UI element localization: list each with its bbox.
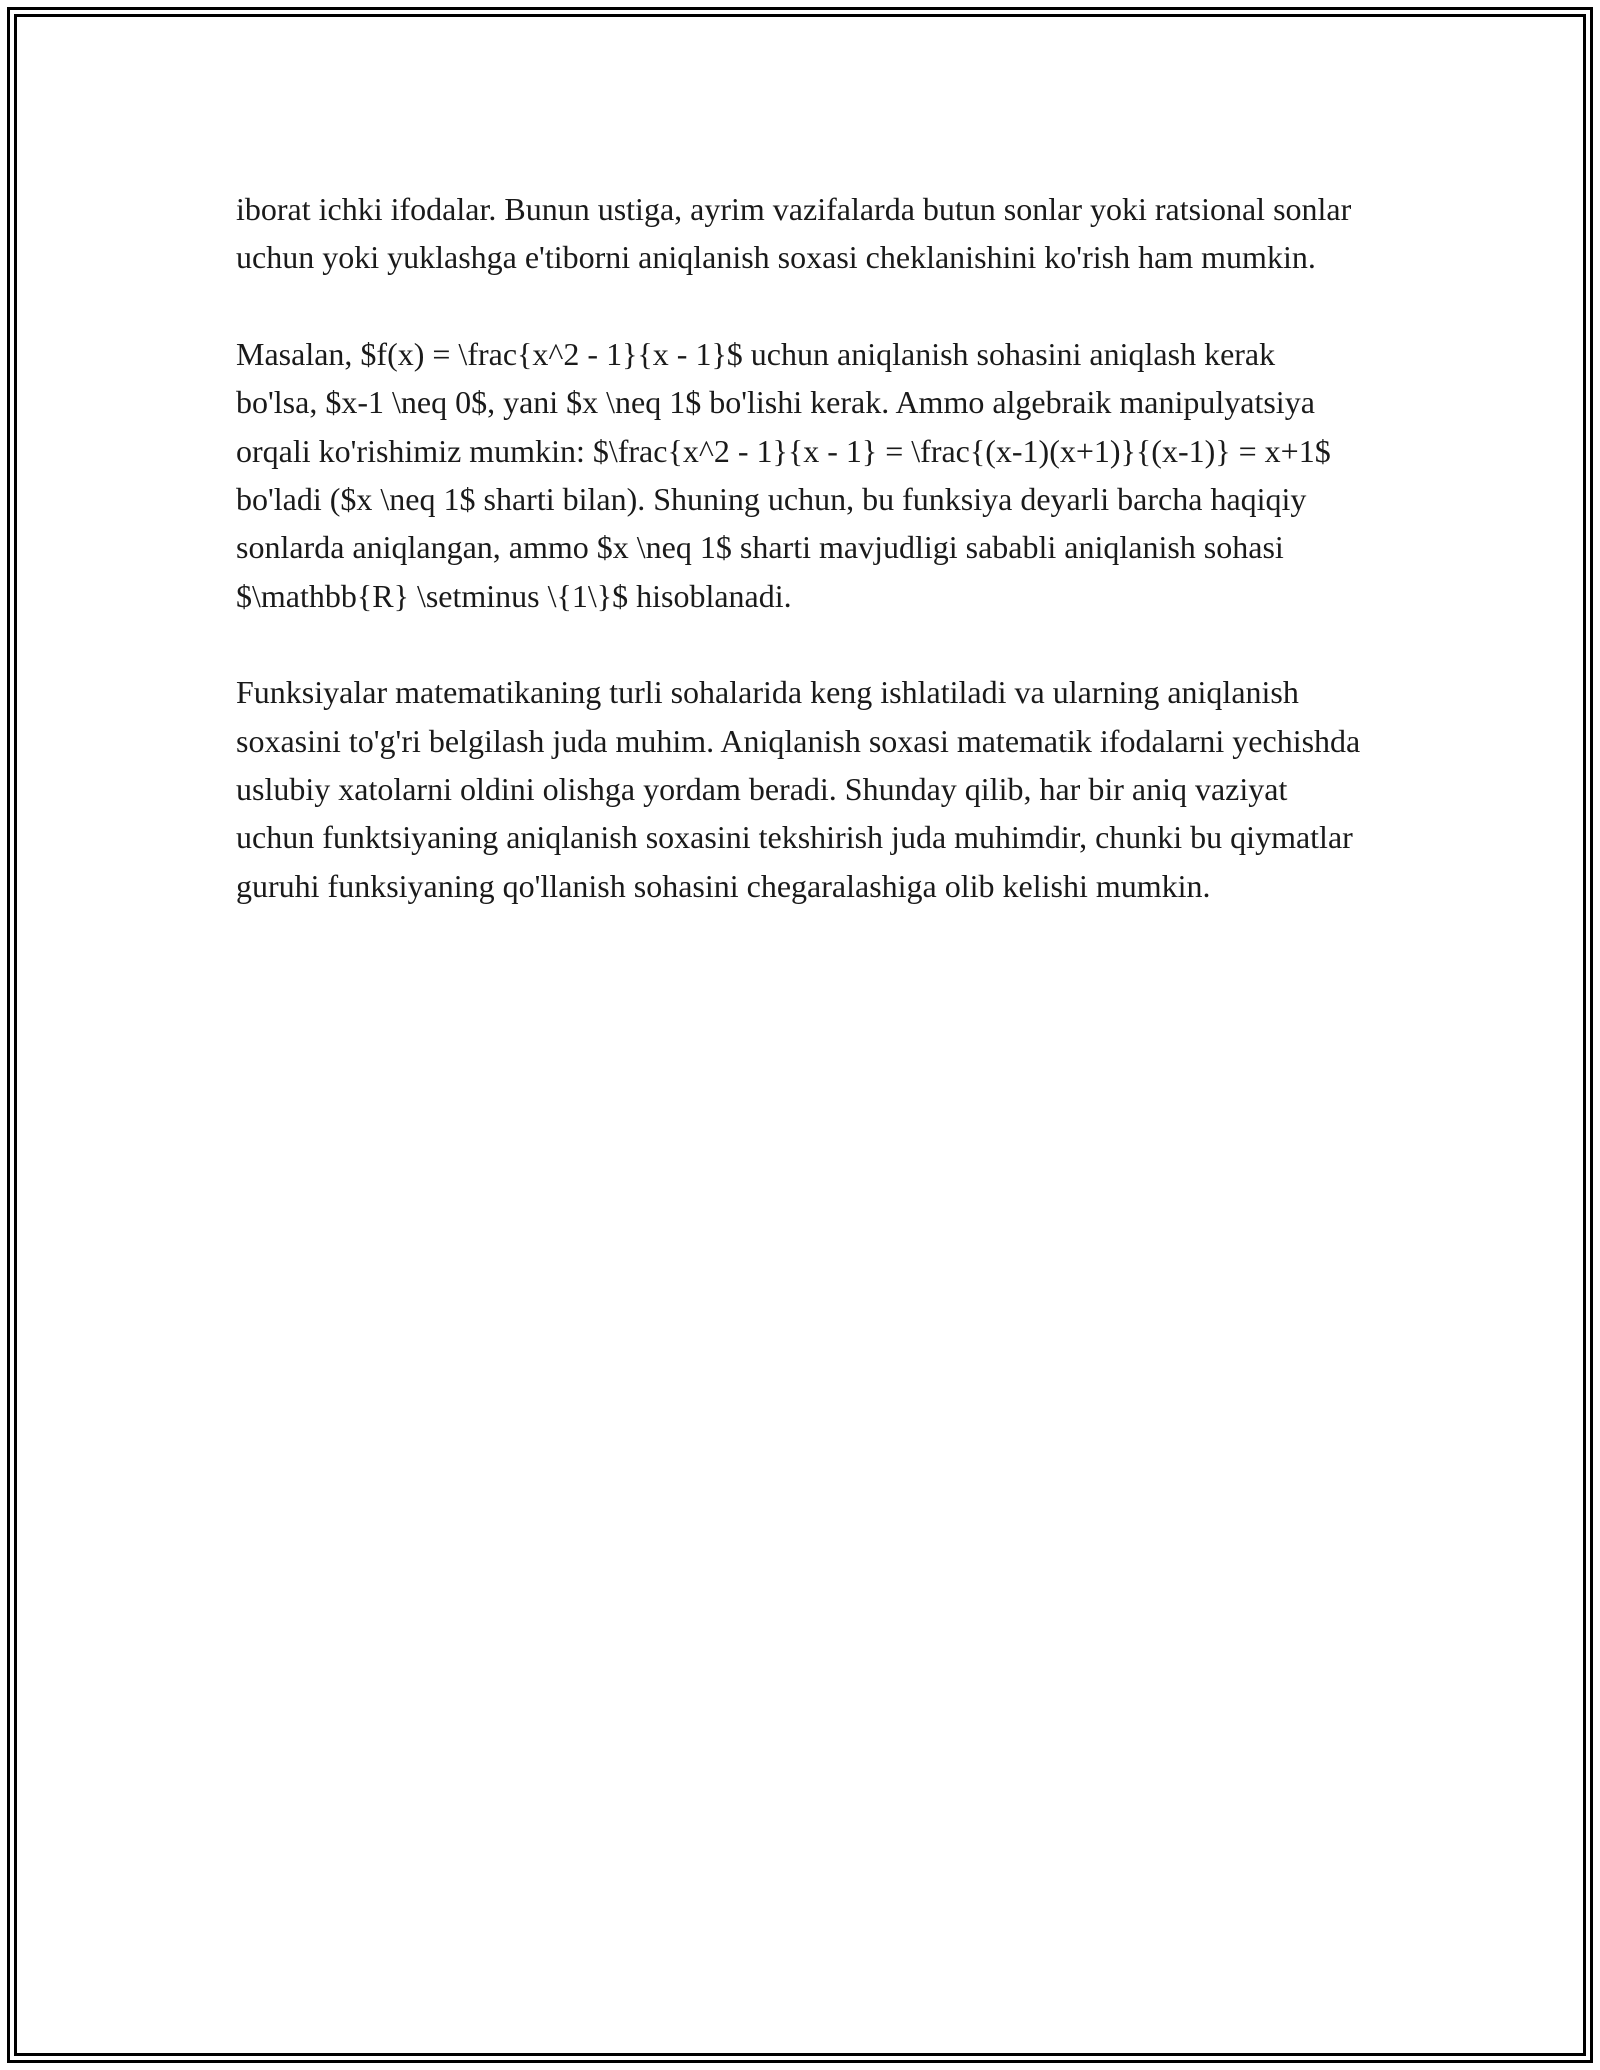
paragraph-domain-restrictions: iborat ichki ifodalar. Bunun ustiga, ayrim vazifalarda butun sonlar yoki ratsional sonlar uchun yoki yuklashga e'tiborni aniqlanish soxasi cheklanishini ko'rish ham mumkin.: [236, 191, 1352, 276]
document-body: [236, 185, 1364, 958]
paragraph-importance-of-domain: Funksiyalar matematikaning turli sohalarida keng ishlatiladi va ularning aniqlanish soxasini to'g'ri belgilash juda muhim. Aniqlanish soxasi matematik ifodalarni yechishda uslubiy xatolarni oldini olishga yordam beradi. Shunday qilib, har bir aniq vaziyat uchun funktsiyaning aniqlanish soxasini tekshirish juda muhimdir, chunki bu qiymatlar guruhi funksiyaning qo'llanish sohasini chegaralashiga olib kelishi mumkin.: [236, 674, 1361, 904]
paragraph-example-rational-function: Masalan, $f(x) = \frac{x^2 - 1}{x - 1}$ uchun aniqlanish sohasini aniqlash kerak bo'lsa, $x-1 \neq 0$, yani $x \neq 1$ bo'lishi kerak. Ammo algebraik manipulyatsiya orqali ko'rishimiz mumkin: $\frac{x^2 - 1}{x - 1} = \frac{(x-1)(x+1)}{(x-1)} = x+1$ bo'ladi ($x \neq 1$ sharti bilan). Shuning uchun, bu funksiya deyarli barcha haqiqiy sonlarda aniqlangan, ammo $x \neq 1$ sharti mavjudligi sababli aniqlanish sohasi $\mathbb{R} \setminus \{1\}$ hisoblanadi.: [236, 336, 1331, 614]
